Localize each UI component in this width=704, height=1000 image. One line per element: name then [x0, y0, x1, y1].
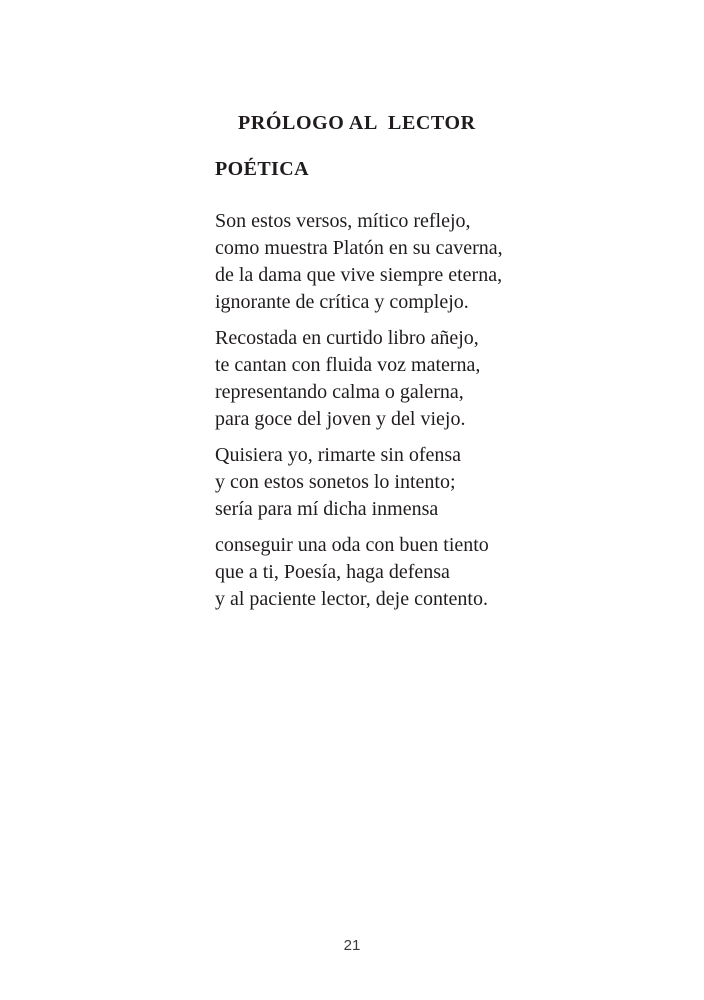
poem-line: conseguir una oda con buen tiento	[215, 534, 489, 556]
poem-line: sería para mí dicha inmensa	[215, 498, 439, 520]
poem-line: Recostada en curtido libro añejo,	[215, 327, 479, 349]
poem-line: de la dama que vive siempre eterna,	[215, 264, 503, 286]
stanza	[215, 442, 503, 523]
poem-line: para goce del joven y del viejo.	[215, 408, 466, 430]
page-number: 21	[343, 937, 361, 954]
poem-line: Son estos versos, mítico reflejo,	[215, 210, 471, 232]
stanza	[215, 325, 503, 433]
poem-line: ignorante de crítica y complejo.	[215, 291, 469, 313]
stanza	[215, 532, 503, 613]
page-title: PRÓLOGO AL LECTOR	[238, 112, 476, 134]
poem-line: y al paciente lector, deje contento.	[215, 588, 488, 610]
stanza	[215, 208, 503, 316]
poem-line: Quisiera yo, rimarte sin ofensa	[215, 444, 462, 466]
poem-line: como muestra Platón en su caverna,	[215, 237, 503, 259]
poem-line: y con estos sonetos lo intento;	[215, 471, 456, 493]
poem-line: que a ti, Poesía, haga defensa	[215, 561, 450, 583]
poem-body	[215, 208, 503, 613]
poem-line: te cantan con fluida voz materna,	[215, 354, 481, 376]
poem-line: representando calma o galerna,	[215, 381, 464, 403]
poem-title: POÉTICA	[215, 158, 309, 180]
